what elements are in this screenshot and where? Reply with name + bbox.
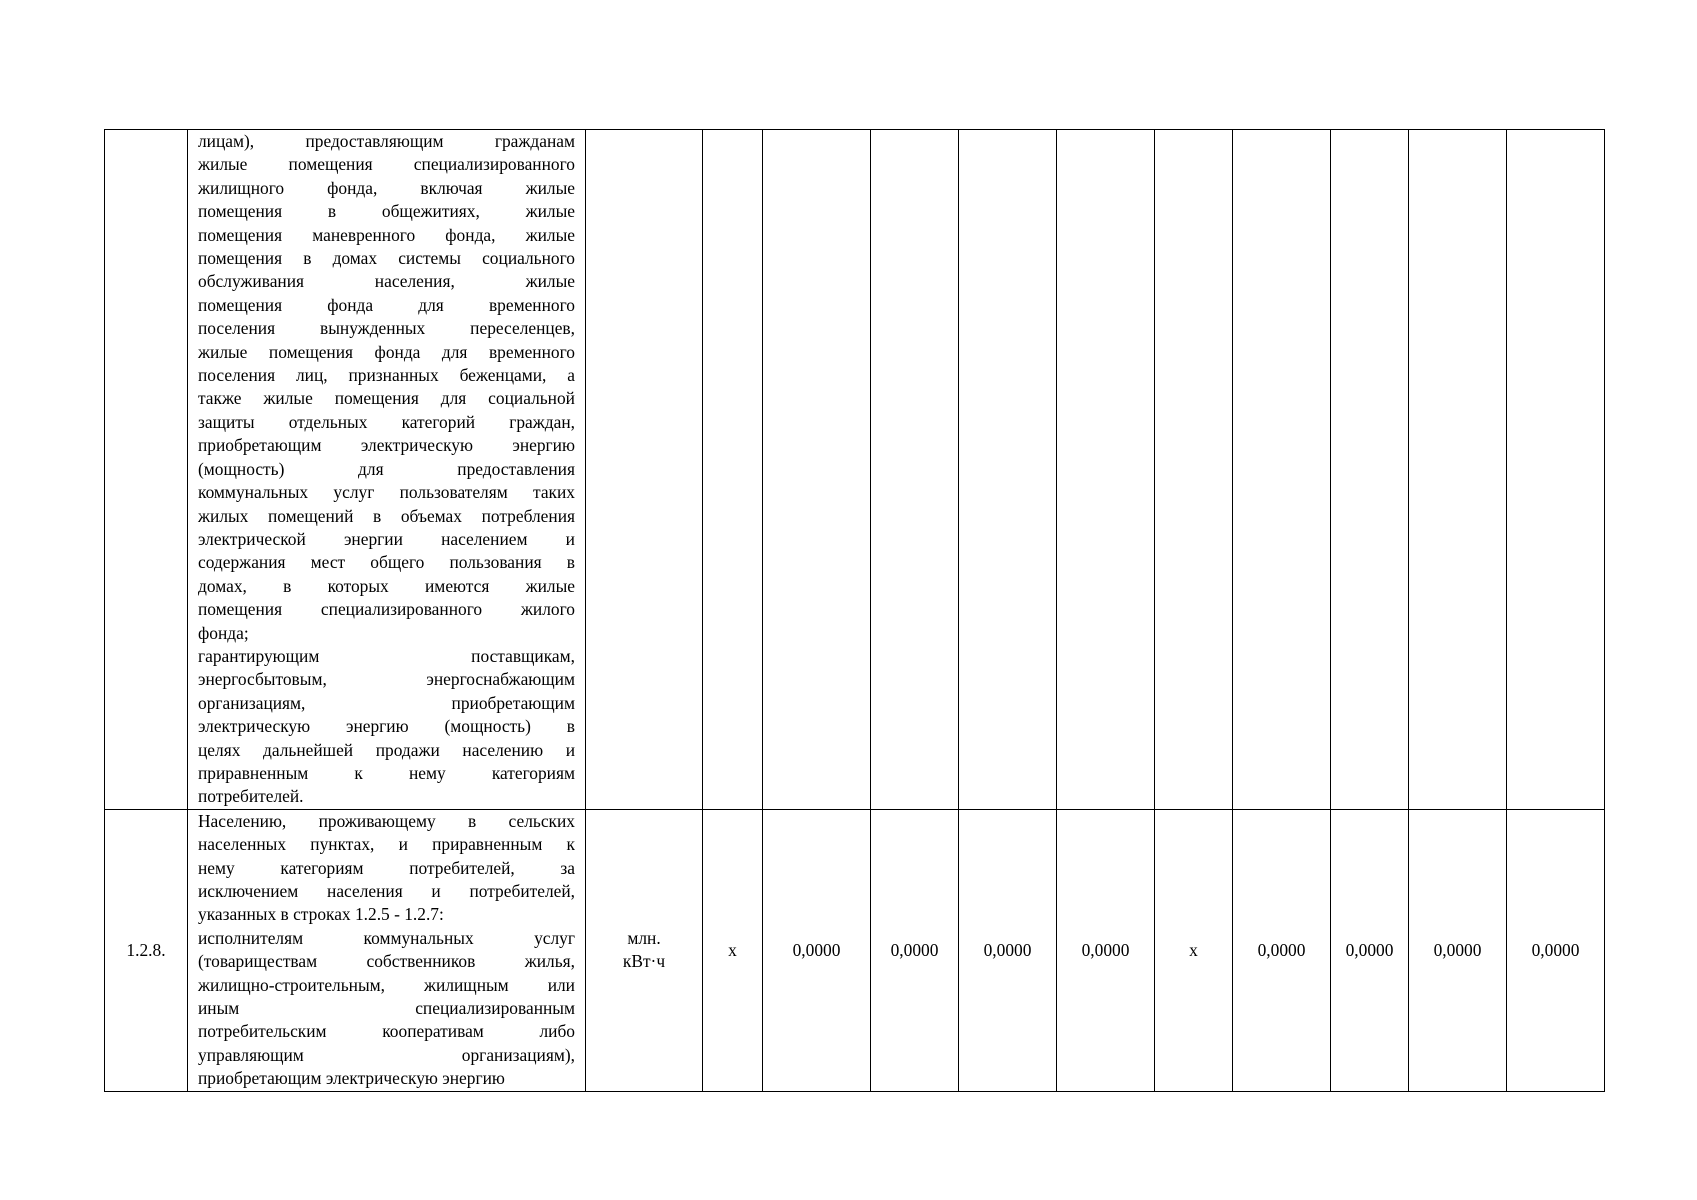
value-cell	[1057, 809, 1155, 1091]
value: 0,0000	[1081, 939, 1130, 960]
value-cell	[1233, 809, 1331, 1091]
description-cell	[188, 809, 586, 1091]
value: х	[728, 939, 737, 960]
value-cell	[1155, 809, 1233, 1091]
value: 0,0000	[890, 939, 939, 960]
value-cell	[763, 130, 871, 810]
value-cell	[763, 809, 871, 1091]
description-line: приобретающим электрическую энергию	[198, 1068, 505, 1089]
description-line: помещения в домах системы социального	[198, 248, 575, 269]
description-line: приобретающим электрическую энергию	[198, 435, 575, 456]
description-line: электрическую энергию (мощность) в	[198, 716, 575, 737]
value-cell	[703, 809, 763, 1091]
description-line: потребителей.	[198, 786, 304, 807]
description-line: поселения вынужденных переселенцев,	[198, 318, 575, 339]
unit-cell	[586, 130, 703, 810]
description-text	[198, 810, 575, 1091]
description-line: нему категориям потребителей, за	[198, 857, 575, 878]
unit-line-2: кВт·ч	[622, 951, 666, 972]
value: 0,0000	[1257, 939, 1306, 960]
value-cell	[1057, 130, 1155, 810]
row-number-cell	[105, 809, 188, 1091]
description-line: Населению, проживающему в сельских	[198, 810, 575, 831]
description-line: поселения лиц, признанных беженцами, а	[198, 365, 575, 386]
description-line: (товариществам собственников жилья,	[198, 951, 575, 972]
value-cell	[1331, 809, 1409, 1091]
description-line: жилищно-строительным, жилищным или	[198, 974, 575, 995]
value: 0,0000	[1531, 939, 1580, 960]
description-line: домах, в которых имеются жилые	[198, 575, 575, 596]
description-line: (мощность) для предоставления	[198, 458, 575, 479]
description-line: фонда;	[198, 622, 249, 643]
description-line: также жилые помещения для социальной	[198, 388, 575, 409]
table-row	[105, 130, 1605, 810]
value-cell	[1155, 130, 1233, 810]
row-number: 1.2.8.	[126, 939, 166, 960]
value-cell	[1331, 130, 1409, 810]
value: 0,0000	[983, 939, 1032, 960]
table-row	[105, 809, 1605, 1091]
tariff-table	[104, 129, 1605, 1092]
unit-line-1: млн.	[627, 928, 661, 949]
description-line: приравненным к нему категориям	[198, 762, 575, 783]
description-line: помещения маневренного фонда, жилые	[198, 224, 575, 245]
value-cell	[1507, 809, 1605, 1091]
row-number-cell	[105, 130, 188, 810]
description-line: электрической энергии населением и	[198, 528, 575, 549]
value-cell	[871, 130, 959, 810]
description-line: энергосбытовым, энергоснабжающим	[198, 669, 575, 690]
description-line: указанных в строках 1.2.5 - 1.2.7:	[198, 904, 444, 925]
value-cell	[1233, 130, 1331, 810]
description-line: жилые помещения фонда для временного	[198, 341, 575, 362]
description-line: жилых помещений в объемах потребления	[198, 505, 575, 526]
description-line: иным специализированным	[198, 998, 575, 1019]
description-line: коммунальных услуг пользователям таких	[198, 482, 575, 503]
value-cell	[871, 809, 959, 1091]
value-cell	[959, 130, 1057, 810]
description-line: исполнителям коммунальных услуг	[198, 927, 575, 948]
description-line: целях дальнейшей продажи населению и	[198, 739, 575, 760]
description-line: содержания мест общего пользования в	[198, 552, 575, 573]
description-line: потребительским кооперативам либо	[198, 1021, 575, 1042]
description-line: помещения специализированного жилого	[198, 599, 575, 620]
description-line: лицам), предоставляющим гражданам	[198, 131, 575, 151]
description-line: гарантирующим поставщикам,	[198, 645, 575, 666]
description-line: управляющим организациям),	[198, 1044, 575, 1065]
value-cell	[703, 130, 763, 810]
description-line: исключением населения и потребителей,	[198, 881, 575, 901]
unit-cell	[586, 809, 703, 1091]
value: 0,0000	[1433, 939, 1482, 960]
description-text	[198, 130, 575, 809]
value: х	[1189, 939, 1198, 960]
value-cell	[1409, 130, 1507, 810]
description-line: населенных пунктах, и приравненным к	[198, 834, 575, 855]
value-cell	[1507, 130, 1605, 810]
description-cell	[188, 130, 586, 810]
description-line: обслуживания населения, жилые	[198, 271, 575, 292]
value: 0,0000	[792, 939, 841, 960]
description-line: жилые помещения специализированного	[198, 154, 575, 175]
description-line: защиты отдельных категорий граждан,	[198, 411, 575, 432]
value: 0,0000	[1345, 939, 1394, 960]
description-line: помещения фонда для временного	[198, 294, 575, 315]
description-line: жилищного фонда, включая жилые	[198, 177, 575, 198]
value-cell	[1409, 809, 1507, 1091]
description-line: помещения в общежитиях, жилые	[198, 201, 575, 222]
value-cell	[959, 809, 1057, 1091]
description-line: организациям, приобретающим	[198, 692, 575, 713]
